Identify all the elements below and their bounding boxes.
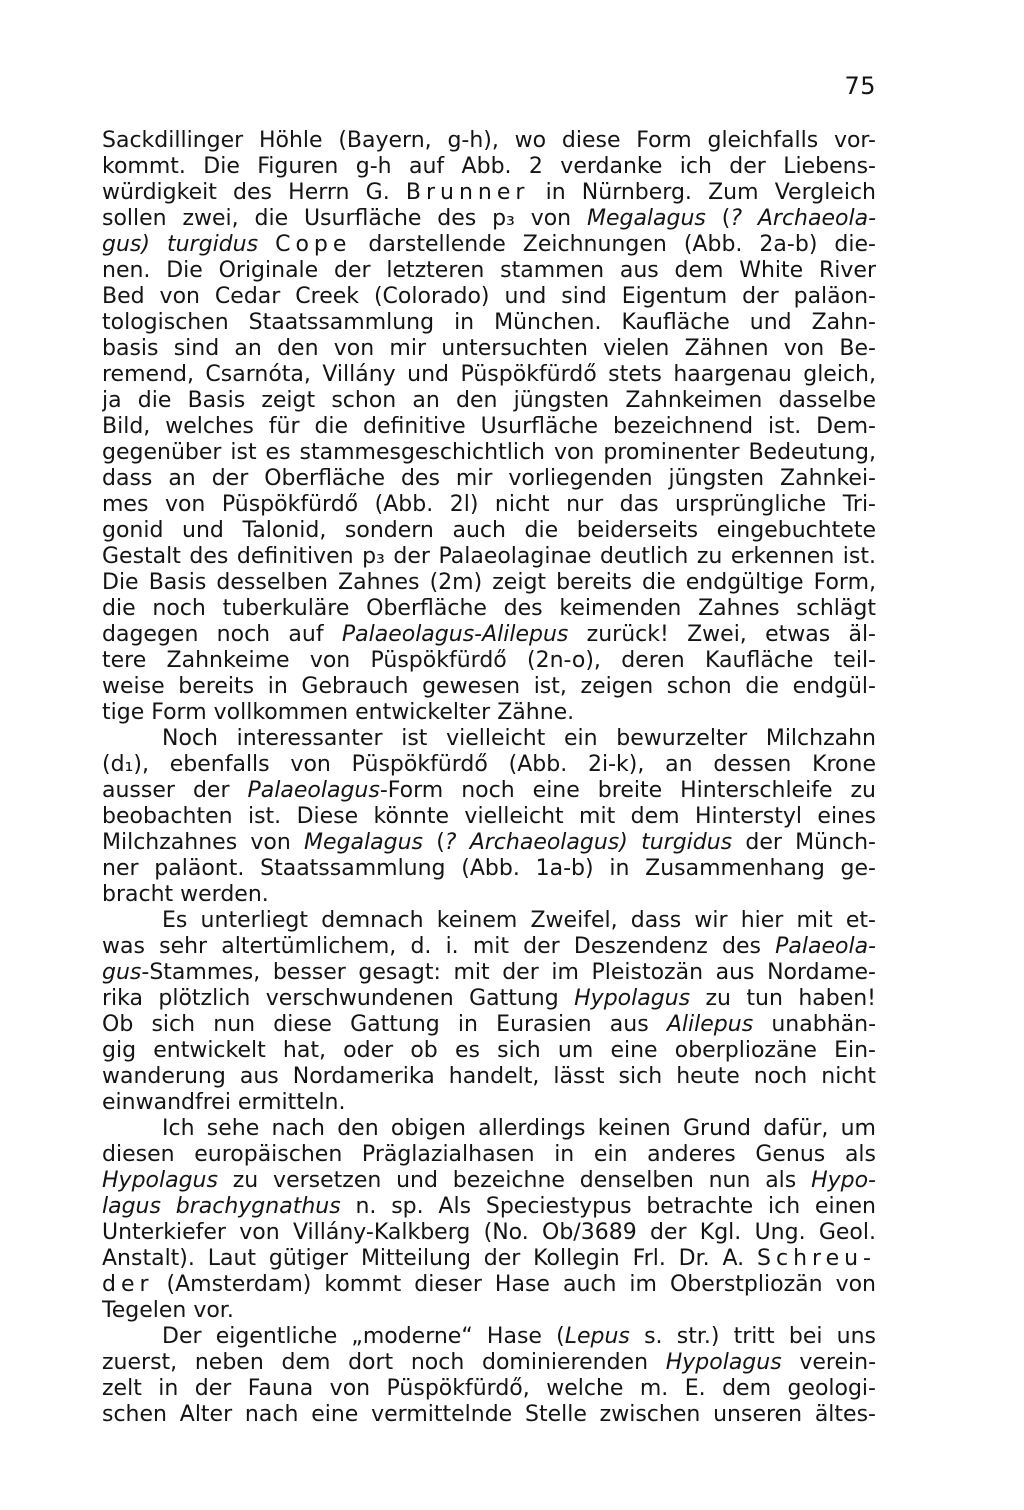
text-line — [102, 206, 876, 232]
text-segment: Milchzahnes von — [102, 830, 305, 855]
text-segment: Hypolagus — [102, 1168, 218, 1193]
text-line — [102, 154, 876, 180]
text-segment: ausser der — [102, 778, 248, 803]
text-line — [102, 778, 876, 804]
text-segment: kommt. Die Figuren g-h auf Abb. 2 verdanke ich der Liebens- — [102, 154, 876, 179]
text-segment: ja die Basis zeigt schon an den jüngsten Zahnkeimen dasselbe — [102, 388, 876, 413]
text-segment: zelt in der Fauna von Püspökfürdő, welche m. E. dem geologi- — [102, 1376, 876, 1401]
text-line — [102, 1194, 876, 1220]
text-segment: ( — [422, 830, 445, 855]
text-line — [102, 934, 876, 960]
text-line — [102, 362, 876, 388]
text-line — [102, 388, 876, 414]
body-text — [102, 128, 876, 1428]
text-segment: wanderung aus Nordamerika handelt, lässt sich heute noch nicht — [102, 1064, 876, 1089]
text-line — [102, 1090, 876, 1116]
text-segment: gus) turgidus — [102, 232, 259, 257]
text-segment: Die Basis desselben Zahnes (2m) zeigt bereits die endgültige Form, — [102, 570, 876, 595]
text-line — [102, 700, 876, 726]
text-segment: Noch interessanter ist vielleicht ein bewurzelter Milchzahn — [162, 726, 876, 751]
text-line — [102, 1272, 876, 1298]
text-line — [102, 726, 876, 752]
text-line — [102, 752, 876, 778]
text-segment: n. sp. Als Speciestypus betrachte ich einen — [340, 1194, 876, 1219]
text-segment: lagus brachygnathus — [102, 1194, 341, 1219]
text-segment: was sehr altertümlichem, d. i. mit der Deszendenz des — [102, 934, 776, 959]
text-line — [102, 908, 876, 934]
text-line — [102, 1298, 876, 1324]
text-line — [102, 1376, 876, 1402]
text-segment: sollen zwei, die Usurfläche des p₃ von — [102, 206, 587, 231]
text-line — [102, 882, 876, 908]
text-line — [102, 258, 876, 284]
text-segment: Tegelen vor. — [102, 1298, 234, 1323]
text-segment: rika plötzlich verschwundenen Gattung — [102, 986, 575, 1011]
text-line — [102, 1402, 876, 1428]
text-line — [102, 180, 876, 206]
text-line — [102, 674, 876, 700]
text-segment: dass an der Oberfläche des mir vorliegenden jüngsten Zahnkei- — [102, 466, 876, 491]
text-segment: (d₁), ebenfalls von Püspökfürdő (Abb. 2i-k), an dessen Krone — [102, 752, 876, 777]
text-line — [102, 128, 876, 154]
text-segment: Der eigentliche „moderne“ Hase ( — [162, 1324, 565, 1349]
text-line — [102, 1116, 876, 1142]
text-line — [102, 804, 876, 830]
text-line — [102, 622, 876, 648]
text-segment: dagegen noch auf — [102, 622, 342, 647]
text-line — [102, 1246, 876, 1272]
text-segment: Palaeola- — [775, 934, 876, 959]
text-line — [102, 440, 876, 466]
text-segment: beobachten ist. Diese könnte vielleicht mit dem Hinterstyl eines — [102, 804, 876, 829]
text-segment: gus — [102, 960, 142, 985]
text-segment: remend, Csarnóta, Villány und Püspökfürdő stets haargenau gleich, — [102, 362, 876, 387]
text-line — [102, 1038, 876, 1064]
text-line — [102, 570, 876, 596]
text-segment: Hypo- — [811, 1168, 876, 1193]
text-segment: schen Alter nach eine vermittelnde Stelle zwischen unseren ältes- — [102, 1402, 876, 1427]
text-line — [102, 1064, 876, 1090]
text-segment: Brunner — [405, 180, 530, 205]
text-segment: ( — [705, 206, 731, 231]
text-segment: ? Archaeolagus) turgidus — [444, 830, 733, 855]
text-segment: in Nürnberg. Zum Vergleich — [529, 180, 876, 205]
text-segment: s. str.) tritt bei uns — [629, 1324, 876, 1349]
text-segment: Palaeolagus-Alilepus — [341, 622, 569, 647]
text-segment: diesen europäischen Präglazialhasen in ein anderes Genus als — [102, 1142, 876, 1167]
text-segment: Ob sich nun diese Gattung in Eurasien aus — [102, 1012, 667, 1037]
text-line — [102, 596, 876, 622]
text-segment: Alilepus — [666, 1012, 754, 1037]
text-segment: ner paläont. Staatssammlung (Abb. 1a-b) in Zusammenhang ge- — [102, 856, 876, 881]
text-segment: Gestalt des definitiven p₃ der Palaeolaginae deutlich zu erkennen ist. — [102, 544, 876, 569]
text-line — [102, 830, 876, 856]
text-segment: basis sind an den von mir untersuchten vielen Zähnen von Be- — [102, 336, 876, 361]
text-segment: Lepus — [564, 1324, 630, 1349]
text-segment: Hypolagus — [574, 986, 691, 1011]
text-segment: zurück! Zwei, etwas äl- — [568, 622, 876, 647]
text-line — [102, 1350, 876, 1376]
text-segment: weise bereits in Gebrauch gewesen ist, zeigen schon die endgül- — [102, 674, 876, 699]
text-line — [102, 856, 876, 882]
text-segment: einwandfrei ermitteln. — [102, 1090, 346, 1115]
text-line — [102, 466, 876, 492]
text-segment: ? Archaeola- — [730, 206, 876, 231]
text-segment: Hypolagus — [665, 1350, 782, 1375]
text-segment: gig entwickelt hat, oder ob es sich um eine oberpliozäne Ein- — [102, 1038, 876, 1063]
text-segment: Schreu- — [757, 1246, 876, 1271]
text-segment: darstellende Zeichnungen (Abb. 2a-b) die- — [351, 232, 876, 257]
text-line — [102, 1168, 876, 1194]
text-segment: gonid und Talonid, sondern auch die beiderseits eingebuchtete — [102, 518, 876, 543]
text-line — [102, 518, 876, 544]
text-line — [102, 1324, 876, 1350]
text-segment: (Amsterdam) kommt dieser Hase auch im Oberstpliozän von — [153, 1272, 876, 1297]
text-line — [102, 1220, 876, 1246]
text-segment: verein- — [781, 1350, 876, 1375]
text-segment: Sackdillinger Höhle (Bayern, g-h), wo diese Form gleichfalls vor- — [102, 128, 876, 153]
text-line — [102, 336, 876, 362]
text-segment: Ich sehe nach den obigen allerdings keinen Grund dafür, um — [162, 1116, 876, 1141]
text-segment: Megalagus — [586, 206, 706, 231]
text-line — [102, 544, 876, 570]
text-segment: der — [102, 1272, 154, 1297]
text-line — [102, 986, 876, 1012]
text-line — [102, 414, 876, 440]
text-segment: der Münch- — [732, 830, 876, 855]
text-segment: Es unterliegt demnach keinem Zweifel, dass wir hier mit et- — [162, 908, 876, 933]
text-segment: zuerst, neben dem dort noch dominierenden — [102, 1350, 666, 1375]
text-line — [102, 310, 876, 336]
text-line — [102, 1142, 876, 1168]
text-line — [102, 960, 876, 986]
page-number: 75 — [844, 72, 876, 100]
text-segment: gegenüber ist es stammesgeschichtlich von prominenter Bedeutung, — [102, 440, 876, 465]
text-segment: Megalagus — [304, 830, 423, 855]
text-segment: würdigkeit des Herrn G. — [102, 180, 406, 205]
text-segment: mes von Püspökfürdő (Abb. 2l) nicht nur das ursprüngliche Tri- — [102, 492, 876, 517]
text-segment: Bild, welches für die definitive Usurfläche bezeichnend ist. Dem- — [102, 414, 876, 439]
text-segment: Palaeolagus — [247, 778, 380, 803]
text-segment: tologischen Staatssammlung in München. Kaufläche und Zahn- — [102, 310, 876, 335]
text-segment: Anstalt). Laut gütiger Mitteilung der Kollegin Frl. Dr. A. — [102, 1246, 758, 1271]
text-segment: Unterkiefer von Villány-Kalkberg (No. Ob/3689 der Kgl. Ung. Geol. — [102, 1220, 876, 1245]
text-segment: tere Zahnkeime von Püspökfürdő (2n-o), deren Kaufläche teil- — [102, 648, 876, 673]
text-line — [102, 284, 876, 310]
text-segment: Bed von Cedar Creek (Colorado) und sind Eigentum der paläon- — [102, 284, 876, 309]
text-line — [102, 648, 876, 674]
text-segment — [258, 232, 275, 257]
text-segment: bracht werden. — [102, 882, 269, 907]
text-line — [102, 1012, 876, 1038]
text-segment: Cope — [275, 232, 352, 257]
text-segment: nen. Die Originale der letzteren stammen aus dem White River — [102, 258, 876, 283]
text-segment: tige Form vollkommen entwickelter Zähne. — [102, 700, 575, 725]
text-segment: unabhän- — [753, 1012, 876, 1037]
text-segment: -Form noch eine breite Hinterschleife zu — [379, 778, 876, 803]
text-segment: -Stammes, besser gesagt: mit der im Pleistozän aus Nordame- — [141, 960, 876, 985]
text-line — [102, 492, 876, 518]
text-line — [102, 232, 876, 258]
text-segment: zu tun haben! — [690, 986, 876, 1011]
text-segment: die noch tuberkuläre Oberfläche des keimenden Zahnes schlägt — [102, 596, 876, 621]
text-segment: zu versetzen und bezeichne denselben nun als — [217, 1168, 812, 1193]
